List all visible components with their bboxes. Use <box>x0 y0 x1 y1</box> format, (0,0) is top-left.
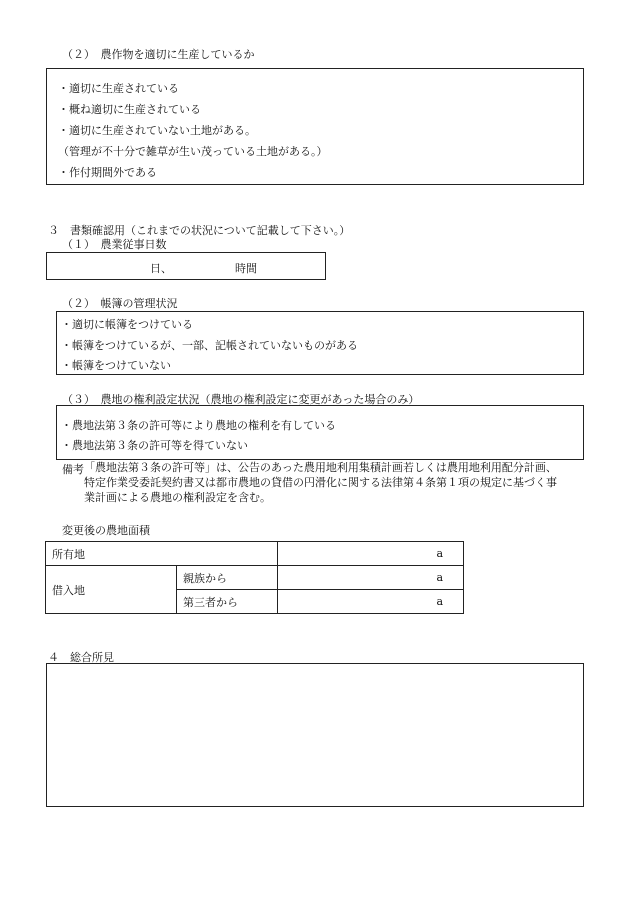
land-rights-options-box <box>56 405 584 460</box>
land-rights-option-1[interactable]: ・農地法第３条の許可等により農地の権利を有している <box>61 419 336 432</box>
crop-production-options-box <box>46 68 584 185</box>
crop-option-4[interactable]: ・作付期間外である <box>58 166 157 179</box>
crop-option-1[interactable]: ・適切に生産されている <box>58 82 179 95</box>
crop-option-3[interactable]: ・適切に生産されていない土地がある。 <box>58 124 256 137</box>
ledger-option-1[interactable]: ・適切に帳簿をつけている <box>61 318 193 331</box>
area-table-caption: 変更後の農地面積 <box>62 524 150 537</box>
farm-work-days-field[interactable] <box>46 252 326 280</box>
land-rights-heading: （３） 農地の権利設定状況（農地の権利設定に変更があった場合のみ） <box>62 393 420 406</box>
overall-findings-field[interactable] <box>46 663 584 807</box>
from-third-party-label: 第三者から <box>177 590 278 614</box>
note-line-2: 特定作業受委託契約書又は都市農地の貸借の円滑化に関する法律第４条第１項の規定に基づく事 <box>84 476 557 489</box>
crop-option-3-note: （管理が不十分で雑草が生い茂っている土地がある。） <box>58 145 328 158</box>
owned-land-area-field[interactable]: a <box>278 542 464 566</box>
note-line-3: 業計画による農地の権利設定を含む。 <box>84 491 271 504</box>
ledger-option-2[interactable]: ・帳簿をつけているが、一部、記帳されていないものがある <box>61 339 358 352</box>
section-4-title: ４ 総合所見 <box>48 651 114 664</box>
crop-option-2[interactable]: ・概ね適切に生産されている <box>58 103 201 116</box>
ledger-options-box <box>56 311 584 375</box>
section-3-title: ３ 書類確認用（これまでの状況について記載して下さい。） <box>48 224 351 237</box>
days-unit: 日、 <box>150 262 172 275</box>
from-relatives-label: 親族から <box>177 566 278 590</box>
land-rights-option-2[interactable]: ・農地法第３条の許可等を得ていない <box>61 439 248 452</box>
ledger-option-3[interactable]: ・帳簿をつけていない <box>61 359 171 372</box>
note-line-1: 「農地法第３条の許可等」は、公告のあった農用地利用集積計画若しくは農用地利用配分計画、 <box>84 461 557 474</box>
ledger-heading: （２） 帳簿の管理状況 <box>62 297 178 310</box>
hours-unit: 時間 <box>235 262 257 275</box>
note-label: 備考 <box>62 463 84 476</box>
from-relatives-area-field[interactable]: a <box>278 566 464 590</box>
farmland-area-table <box>45 541 464 614</box>
farm-work-days-heading: （１） 農業従事日数 <box>62 238 167 251</box>
crop-production-heading: （２） 農作物を適切に生産しているか <box>62 48 255 61</box>
from-third-party-area-field[interactable]: a <box>278 590 464 614</box>
owned-land-label: 所有地 <box>46 542 278 566</box>
leased-land-label: 借入地 <box>46 566 177 614</box>
